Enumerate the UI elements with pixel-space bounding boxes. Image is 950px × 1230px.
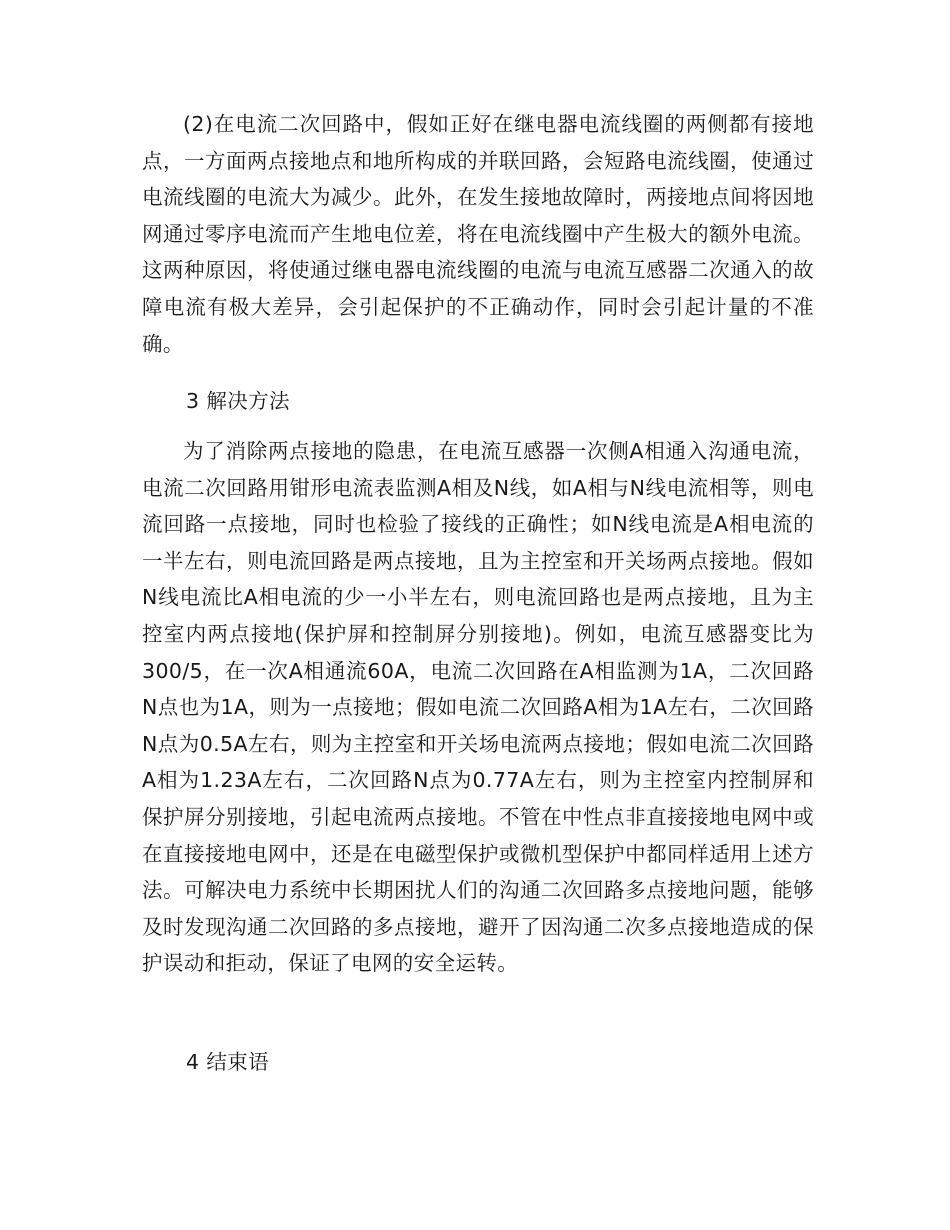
section-heading-conclusion: 4 结束语 bbox=[186, 1050, 270, 1074]
body-paragraph-solution: 为了消除两点接地的隐患，在电流互感器一次侧A相通入沟通电流，电流二次回路用钳形电流表监测A相及N线，如A相与N线电流相等，则电流回路一点接地，同时也检验了接线的正确性；如N线电流是A相电流的一半左右，则电流回路是两点接地，且为主控室和开关场两点接地。假如N线电流比A相电流的少一小半左右，则电流回路也是两点接地，且为主控室内两点接地(保护屏和控制屏分别接地)。例如，电流互感器变比为300/5，在一次A相通流60A，电流二次回路在A相监测为1A，二次回路N点也为1A，则为一点接地；假如电流二次回路A相为1A左右，二次回路N点为0.5A左右，则为主控室和开关场电流两点接地；假如电流二次回路A相为1.23A左右，二次回路N点为0.77A左右，则为主控室内控制屏和保护屏分别接地，引起电流两点接地。不管在中性点非直接接地电网中或在直接接地电网中，还是在电磁型保护或微机型保护中都同样适用上述方法。可解决电力系统中长期困扰人们的沟通二次回路多点接地问题，能够及时发现沟通二次回路的多点接地，避开了因沟通二次多点接地造成的保护误动和拒动，保证了电网的安全运转。 bbox=[142, 439, 814, 976]
section-heading-solution: 3 解决方法 bbox=[186, 389, 290, 413]
body-paragraph-current-loop: (2)在电流二次回路中，假如正好在继电器电流线圈的两侧都有接地点，一方面两点接地点和地所构成的并联回路，会短路电流线圈，使通过电流线圈的电流大为减少。此外，在发生接地故障时，两接地点间将因地网通过零序电流而产生地电位差，将在电流线圈中产生极大的额外电流。这两种原因，将使通过继电器电流线圈的电流与电流互感器二次通入的故障电流有极大差异，会引起保护的不正确动作，同时会引起计量的不准确。 bbox=[142, 112, 814, 356]
